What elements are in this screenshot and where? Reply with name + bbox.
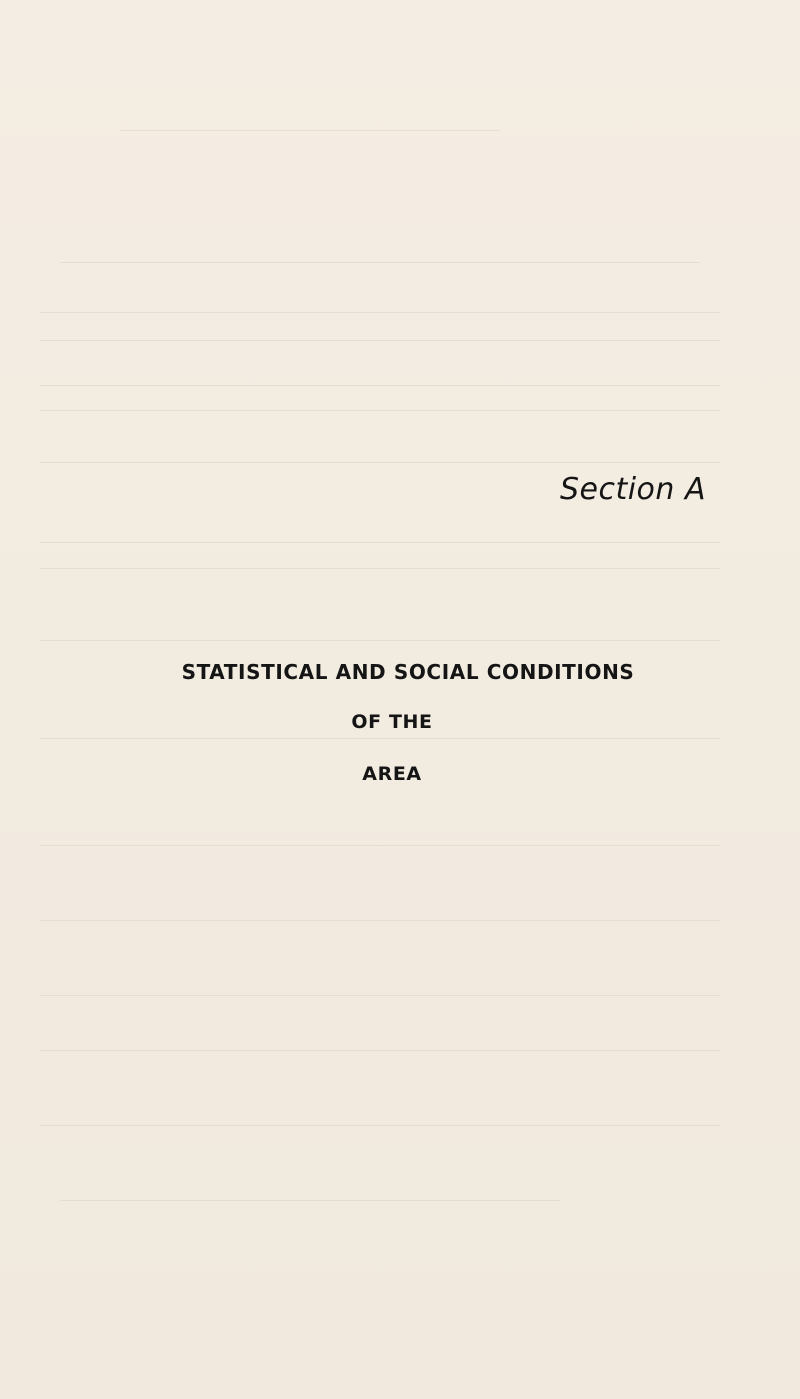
page-title-line-3: AREA [362,763,422,785]
page-title-line-2: OF THE [351,711,433,733]
bleed-through-mark [40,385,720,386]
bleed-through-mark [40,410,720,411]
bleed-through-mark [40,995,720,996]
bleed-through-mark [40,738,720,739]
bleed-through-mark [120,130,500,131]
bleed-through-mark [40,568,720,569]
bleed-through-mark [60,262,700,263]
bleed-through-mark [40,312,720,313]
page-title-line-1: STATISTICAL AND SOCIAL CONDITIONS [181,660,635,684]
bleed-through-mark [40,640,720,641]
bleed-through-mark [40,462,720,463]
section-heading: Section A [559,472,706,507]
bleed-through-mark [40,1125,720,1126]
bleed-through-mark [40,1050,720,1051]
bleed-through-mark [40,542,720,543]
bleed-through-mark [40,920,720,921]
bleed-through-mark [40,845,720,846]
bleed-through-mark [60,1200,560,1201]
bleed-through-mark [40,340,720,341]
